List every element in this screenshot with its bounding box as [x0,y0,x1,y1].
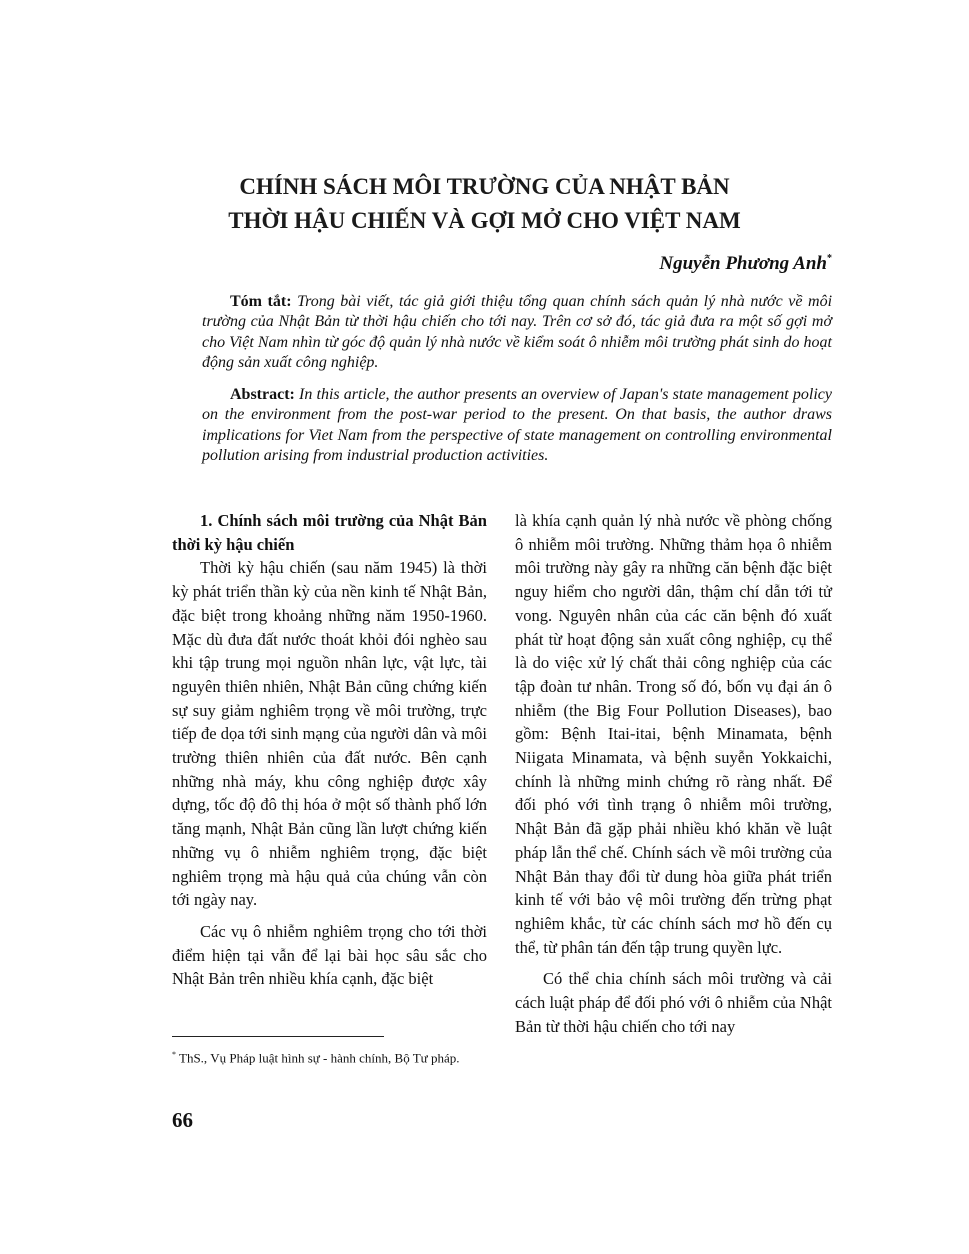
footnote-mark: * [172,1050,176,1059]
author-name: Nguyễn Phương Anh [659,253,827,274]
summary-vi-text: Trong bài viết, tác giả giới thiệu tổng quan chính sách quản lý nhà nước về môi trường của Nhật Bản từ thời hậu chiến cho tới nay. Trên cơ sở đó, tác giả đưa ra một số gợi mở cho Việt Nam nhìn từ góc độ quản lý nhà nước về kiểm soát ô nhiễm môi trường phát sinh do hoạt động sản xuất công nghiệp. [202,293,833,371]
summary-vietnamese [202,292,832,373]
summary-vi-label: Tóm tắt: [230,293,292,310]
right-column [515,509,832,1038]
author-footnote-mark: * [827,253,832,264]
abstract-en-label: Abstract: [230,386,295,403]
left-paragraph-2: Các vụ ô nhiễm nghiêm trọng cho tới thời điểm hiện tại vẫn để lại bài học sâu sắc cho Nhật Bản trên nhiều khía cạnh, đặc biệt [172,921,487,989]
footnote-divider [172,1036,384,1037]
footnote-text: ThS., Vụ Pháp luật hình sự - hành chính, Bộ Tư pháp. [179,1050,460,1066]
title-line-1: CHÍNH SÁCH MÔI TRƯỜNG CỦA NHẬT BẢN [239,174,730,199]
author-byline [0,253,832,275]
right-paragraph-2: Có thể chia chính sách môi trường và cải cách luật pháp để đối phó với ô nhiễm của Nhật Bản từ thời hậu chiến cho tới nay [515,969,832,1036]
left-column [172,509,487,991]
left-paragraph-1: Thời kỳ hậu chiến (sau năm 1945) là thời kỳ phát triển thần kỳ của nền kinh tế Nhật Bản, đặc biệt trong khoảng những năm 1950-1960. Mặc dù đưa đất nước thoát khỏi đói nghèo sau khi tập trung mọi nguồn nhân lực, vật lực, tài nguyên thiên nhiên, Nhật Bản cũng chứng kiến sự suy giảm nghiêm trọng về môi trường, trực tiếp đe dọa tới sinh mạng của người dân và môi trường thiên nhiên của đất nước. Bên cạnh những nhà máy, khu công nghiệp được xây dựng, tốc độ đô thị hóa ở một số thành phố lớn tăng mạnh, Nhật Bản cũng lần lượt chứng kiến những vụ ô nhiễm nghiêm trọng, đặc biệt nghiêm trọng mà hậu quả của chúng vẫn còn tới ngày nay. [172,558,487,910]
abstract-english [202,385,832,466]
title-line-2: THỜI HẬU CHIẾN VÀ GỢI MỞ CHO VIỆT NAM [228,208,741,233]
section-heading: 1. Chính sách môi trường của Nhật Bản thời kỳ hậu chiến [172,511,487,554]
abstract-en-text: In this article, the author presents an overview of Japan's state management policy on the environment from the post-war period to the present. On that basis, the author draws implications for Viet Nam from the perspective of state management on controlling environmental pollution arising from industrial production activities. [202,386,832,464]
right-paragraph-1: là khía cạnh quản lý nhà nước về phòng chống ô nhiễm môi trường. Những thảm họa ô nhiễm môi trường này gây ra những căn bệnh đặc biệt nguy hiểm cho người dân, thậm chí dẫn tới tử vong. Nguyên nhân của các căn bệnh đó xuất phát từ hoạt động sản xuất công nghiệp, cụ thể là do việc xử lý chất thải công nghiệp của các tập đoàn tư nhân. Trong số đó, bốn vụ đại án ô nhiễm (the Big Four Pollution Diseases), bao gồm: Bệnh Itai-itai, bệnh Minamata, bệnh Niigata Minamata, và bệnh suyễn Yokkaichi, chính là những minh chứng rõ ràng nhất. Để đối phó với tình trạng ô nhiễm môi trường, Nhật Bản đã gặp phải nhiều khó khăn về luật pháp lẫn thể chế. Chính sách về môi trường của Nhật Bản thay đổi từ dung hòa giữa phát triển kinh tế với bảo vệ môi trường đến trừng phạt nghiêm khắc, từ các chính sách mơ hồ đến cụ thể, từ phân tán đến tập trung quyền lực. [515,511,832,957]
article-title [0,170,969,238]
footnote [172,1045,487,1067]
page-number: 66 [172,1108,193,1132]
